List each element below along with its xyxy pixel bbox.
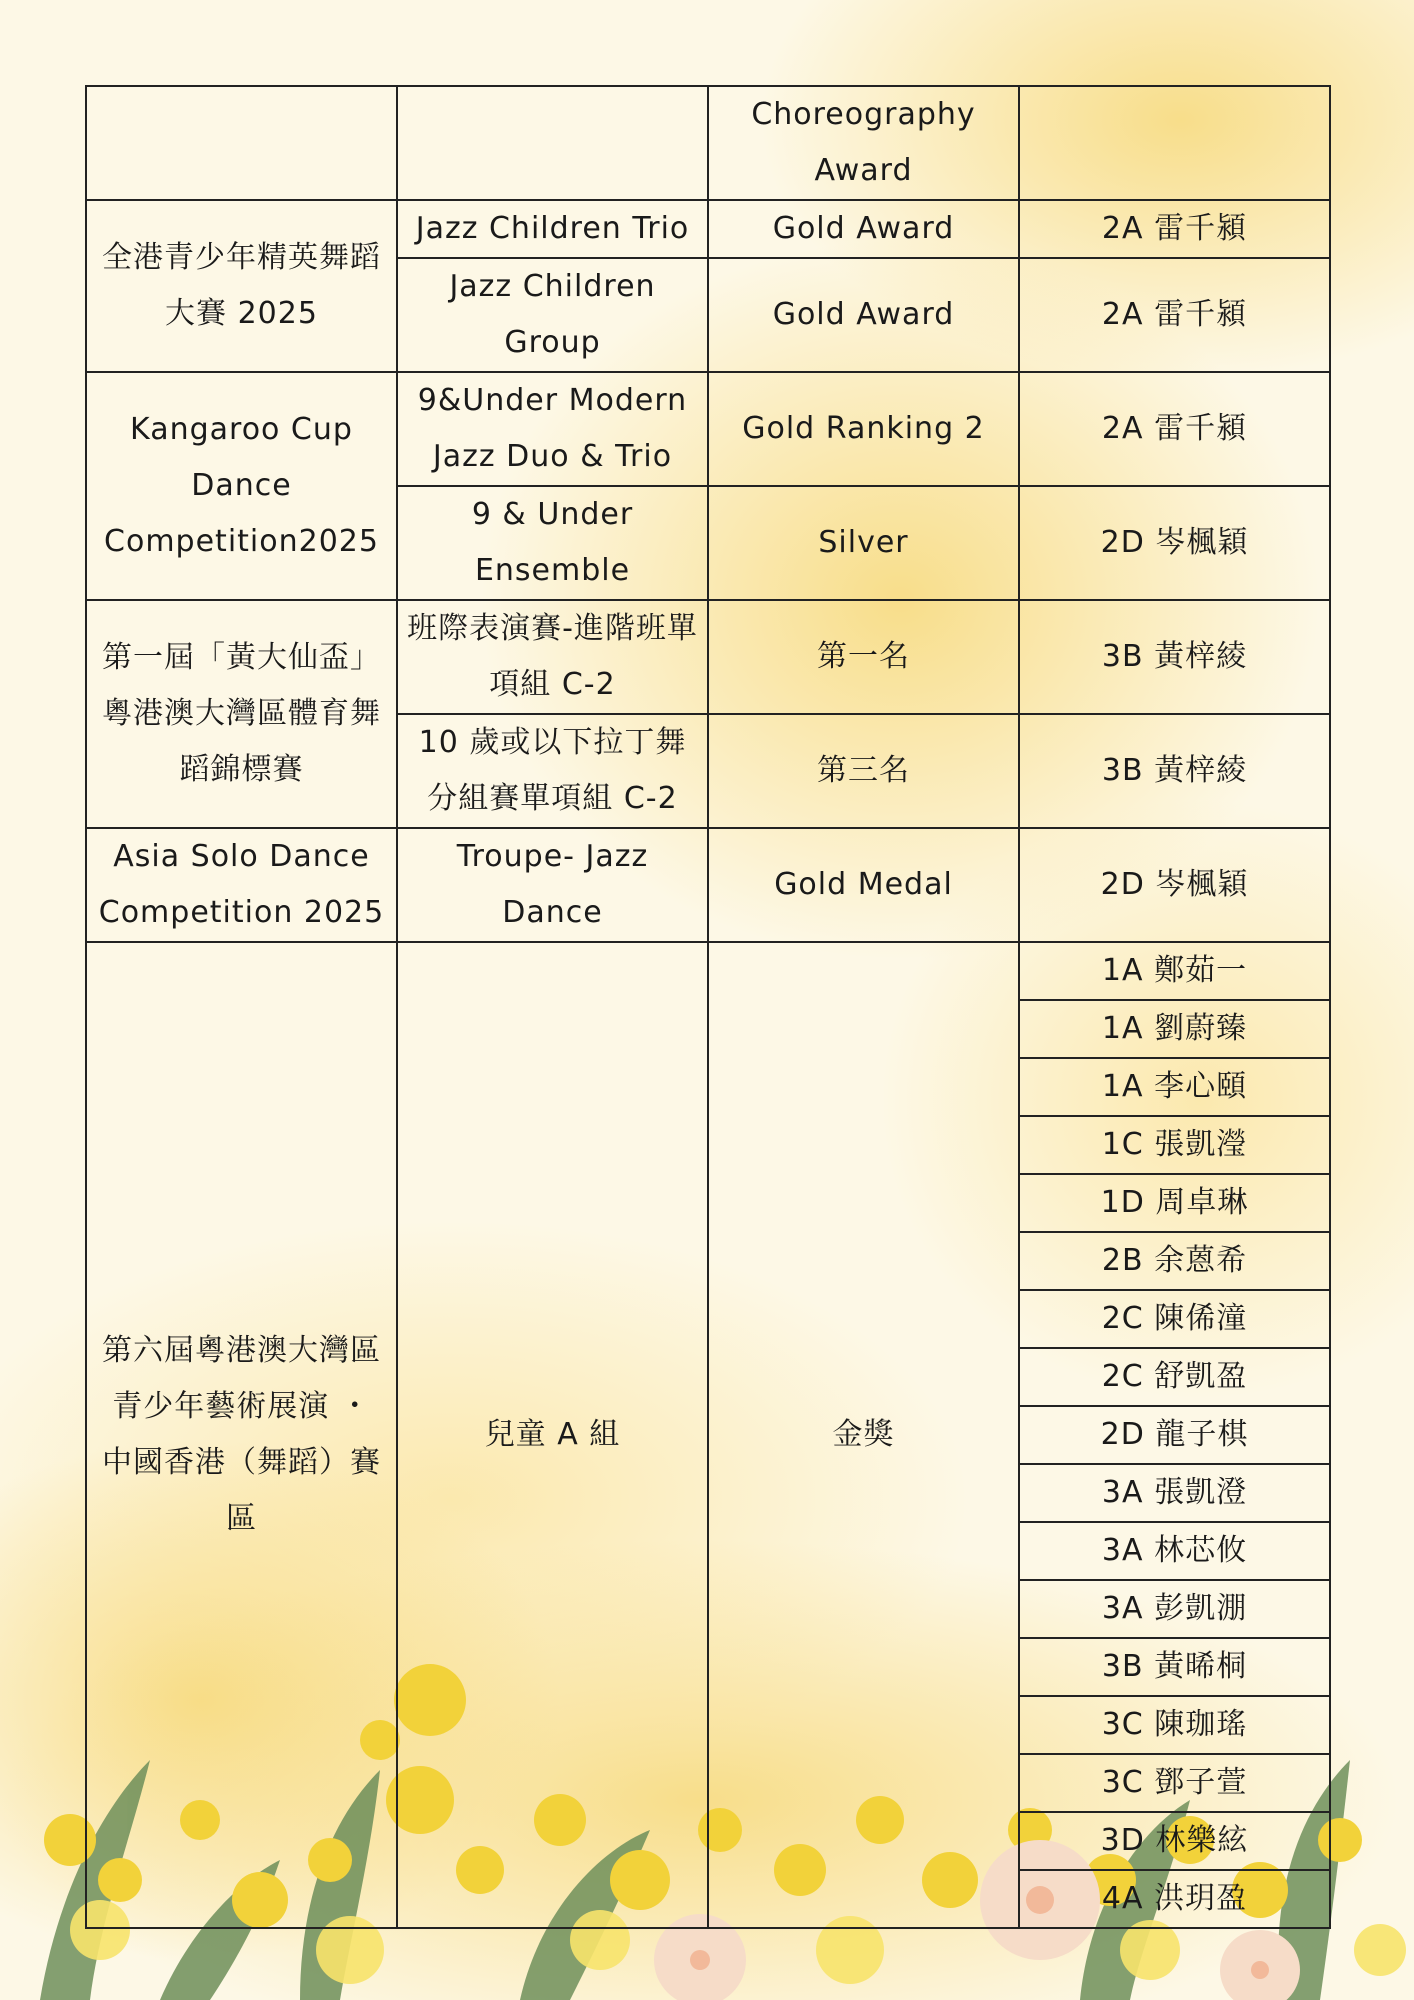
- student-cell: 2A 雷千潁: [1019, 200, 1330, 258]
- event-cell: 9&Under Modern Jazz Duo & Trio: [397, 372, 708, 486]
- table-row: [86, 372, 1330, 486]
- student-cell: 1C 張凱瀅: [1019, 1116, 1330, 1174]
- award-cell: Gold Ranking 2: [708, 372, 1019, 486]
- student-cell: [1019, 86, 1330, 200]
- award-cell: 第一名: [708, 600, 1019, 714]
- student-cell: 2D 龍子棋: [1019, 1406, 1330, 1464]
- student-cell: 3B 黃梓綾: [1019, 714, 1330, 828]
- student-cell: 1A 鄭茹一: [1019, 942, 1330, 1000]
- award-cell: Choreography Award: [708, 86, 1019, 200]
- student-cell: 2A 雷千潁: [1019, 258, 1330, 372]
- event-cell: Jazz Children Group: [397, 258, 708, 372]
- student-cell: 1A 劉蔚臻: [1019, 1000, 1330, 1058]
- event-cell: 兒童 A 組: [397, 942, 708, 1928]
- event-cell: Jazz Children Trio: [397, 200, 708, 258]
- table-row: [86, 200, 1330, 258]
- student-cell: 2D 岑楓穎: [1019, 486, 1330, 600]
- table-row: [86, 86, 1330, 200]
- student-cell: 3A 彭凱淜: [1019, 1580, 1330, 1638]
- award-cell: Silver: [708, 486, 1019, 600]
- competition-cell: Asia Solo Dance Competition 2025: [86, 828, 397, 942]
- student-cell: 2D 岑楓穎: [1019, 828, 1330, 942]
- student-cell: 3C 鄧子萱: [1019, 1754, 1330, 1812]
- student-cell: 1A 李心頤: [1019, 1058, 1330, 1116]
- award-cell: 金獎: [708, 942, 1019, 1928]
- competition-cell: [86, 86, 397, 200]
- event-cell: 9 & Under Ensemble: [397, 486, 708, 600]
- event-cell: [397, 86, 708, 200]
- student-cell: 3B 黃梓綾: [1019, 600, 1330, 714]
- student-cell: 4A 洪玥盈: [1019, 1870, 1330, 1928]
- student-cell: 2B 余蒽希: [1019, 1232, 1330, 1290]
- table-row: [86, 828, 1330, 942]
- student-cell: 3D 林樂絃: [1019, 1812, 1330, 1870]
- event-cell: Troupe- Jazz Dance: [397, 828, 708, 942]
- student-cell: 3C 陳珈瑤: [1019, 1696, 1330, 1754]
- table-row: [86, 600, 1330, 714]
- award-cell: Gold Medal: [708, 828, 1019, 942]
- student-cell: 2C 陳俙潼: [1019, 1290, 1330, 1348]
- student-cell: 2A 雷千潁: [1019, 372, 1330, 486]
- award-cell: Gold Award: [708, 258, 1019, 372]
- student-cell: 3A 張凱澄: [1019, 1464, 1330, 1522]
- award-cell: Gold Award: [708, 200, 1019, 258]
- student-cell: 1D 周卓琳: [1019, 1174, 1330, 1232]
- table-row: [86, 942, 1330, 1000]
- competition-cell: 第一屆「黃大仙盃」 粵港澳大灣區體育舞蹈錦標賽: [86, 600, 397, 828]
- competition-cell: 第六屆粵港澳大灣區青少年藝術展演 ・ 中國香港（舞蹈）賽區: [86, 942, 397, 1928]
- competition-cell: 全港青少年精英舞蹈大賽 2025: [86, 200, 397, 372]
- event-cell: 10 歲或以下拉丁舞分組賽單項組 C-2: [397, 714, 708, 828]
- student-cell: 3B 黃晞桐: [1019, 1638, 1330, 1696]
- student-cell: 3A 林芯攸: [1019, 1522, 1330, 1580]
- award-cell: 第三名: [708, 714, 1019, 828]
- awards-table: [85, 85, 1331, 1929]
- competition-cell: Kangaroo Cup Dance Competition2025: [86, 372, 397, 600]
- student-cell: 2C 舒凱盈: [1019, 1348, 1330, 1406]
- event-cell: 班際表演賽-進階班單項組 C-2: [397, 600, 708, 714]
